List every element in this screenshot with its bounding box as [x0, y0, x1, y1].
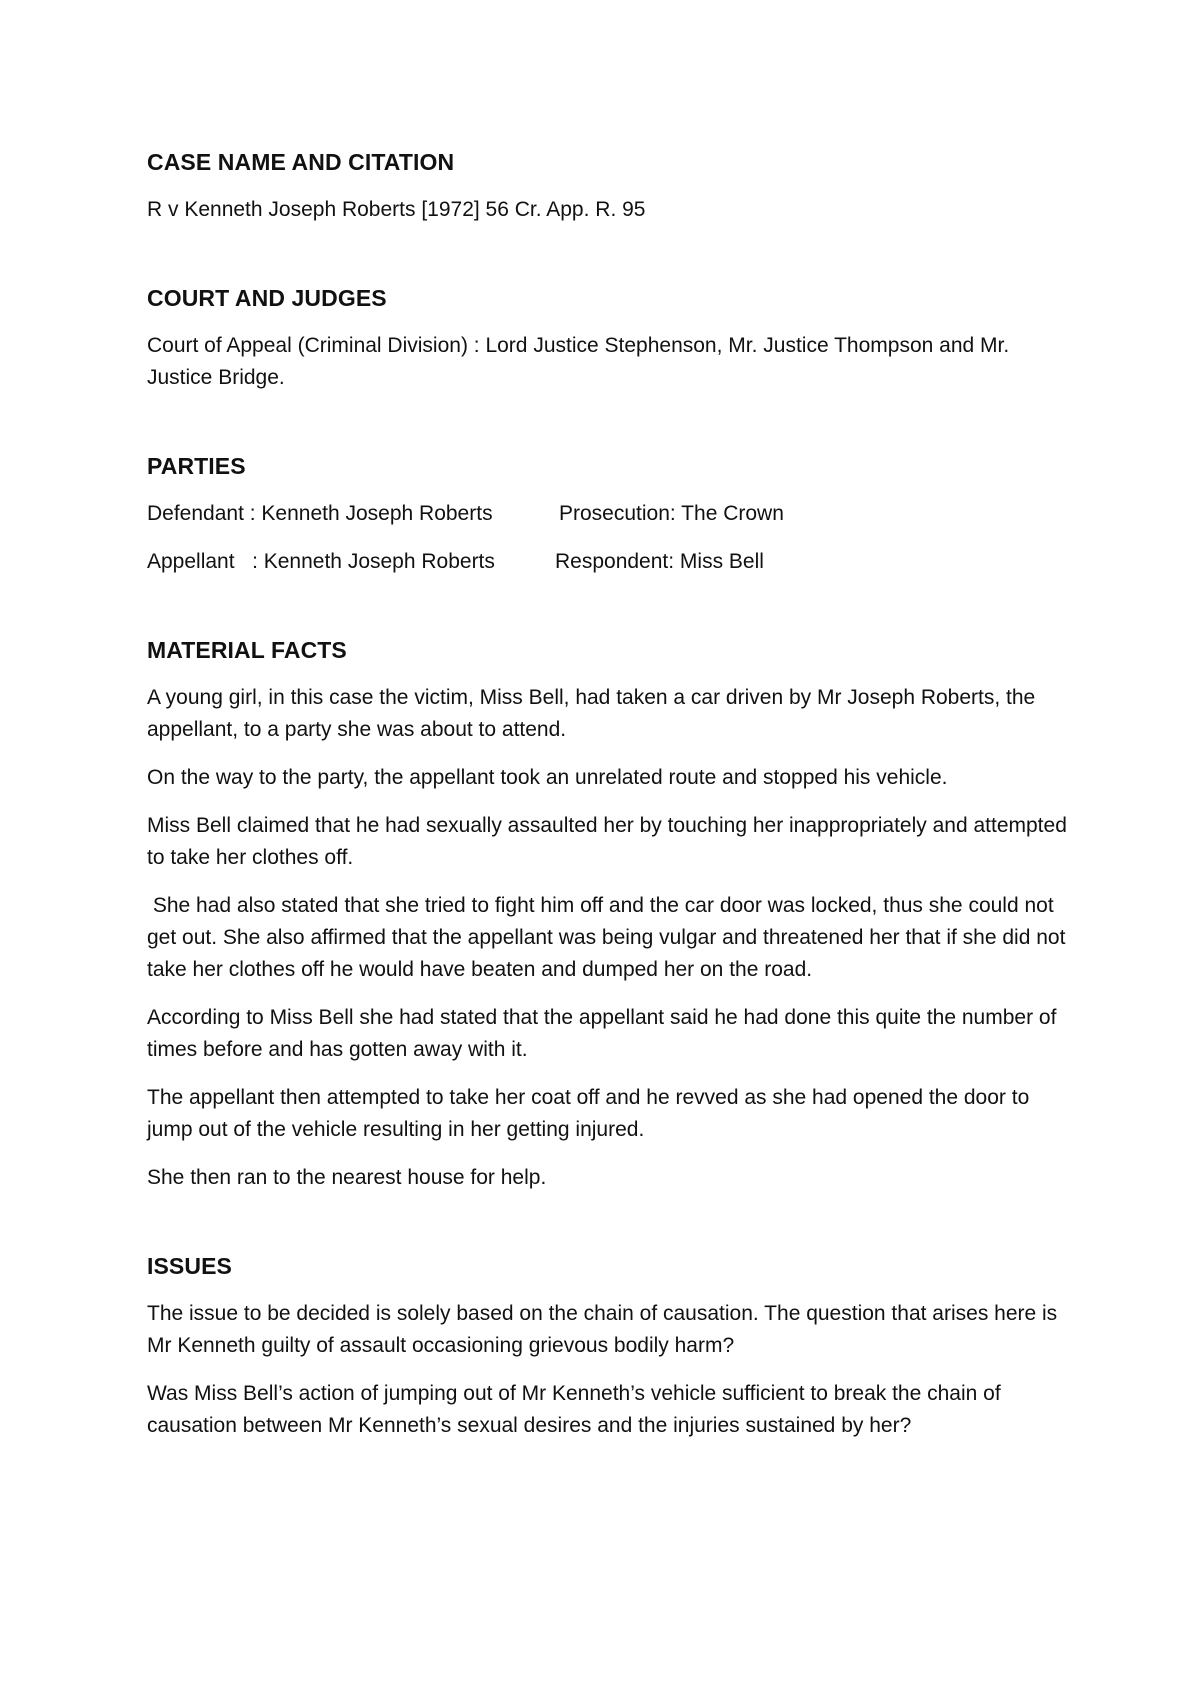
- facts-paragraph: Miss Bell claimed that he had sexually assaulted her by touching her inappropriately and attempted to take her clothes off.: [147, 814, 1067, 869]
- court-text: Court of Appeal (Criminal Division) : Lord Justice Stephenson, Mr. Justice Thompson and Mr. Justice Bridge.: [147, 334, 1010, 389]
- facts-paragraph: According to Miss Bell she had stated that the appellant said he had done this quite the number of times before and has gotten away with it.: [147, 1006, 1057, 1061]
- parties-row-appellant: [147, 546, 1067, 578]
- citation-heading: CASE NAME AND CITATION: [147, 149, 455, 175]
- respondent-text: Respondent: Miss Bell: [555, 550, 764, 573]
- section-gap: [147, 410, 1067, 450]
- issues-heading: ISSUES: [147, 1253, 232, 1279]
- defendant-text: Defendant : Kenneth Joseph Roberts: [147, 502, 493, 525]
- court-section: [147, 282, 1067, 394]
- appellant-text: Appellant : Kenneth Joseph Roberts: [147, 550, 495, 573]
- section-gap: [147, 242, 1067, 282]
- facts-paragraph: She then ran to the nearest house for help.: [147, 1166, 547, 1189]
- facts-paragraph: On the way to the party, the appellant took an unrelated route and stopped his vehicle.: [147, 766, 948, 789]
- facts-paragraph: She had also stated that she tried to fight him off and the car door was locked, thus she could not get out. She also affirmed that the appellant was being vulgar and threatened her that if she did not take her clothes off he would have beaten and dumped her on the road.: [147, 894, 1072, 981]
- issues-paragraph: Was Miss Bell’s action of jumping out of Mr Kenneth’s vehicle sufficient to break the chain of causation between Mr Kenneth’s sexual desires and the injuries sustained by her?: [147, 1382, 1001, 1437]
- section-gap: [147, 1210, 1067, 1250]
- facts-heading: MATERIAL FACTS: [147, 637, 347, 663]
- parties-section: [147, 450, 1067, 578]
- facts-section: [147, 634, 1072, 1194]
- prosecution-text: Prosecution: The Crown: [559, 502, 784, 525]
- issues-paragraph: The issue to be decided is solely based on the chain of causation. The question that arises here is Mr Kenneth guilty of assault occasioning grievous bodily harm?: [147, 1302, 1058, 1357]
- section-gap: [147, 594, 1067, 634]
- parties-heading: PARTIES: [147, 453, 246, 479]
- issues-section: [147, 1250, 1067, 1442]
- facts-paragraph: A young girl, in this case the victim, Miss Bell, had taken a car driven by Mr Joseph Roberts, the appellant, to a party she was about to attend.: [147, 686, 1036, 741]
- document-page: [147, 146, 1072, 1458]
- court-heading: COURT AND JUDGES: [147, 285, 387, 311]
- citation-text: R v Kenneth Joseph Roberts [1972] 56 Cr. App. R. 95: [147, 198, 646, 221]
- citation-section: [147, 146, 1067, 226]
- facts-paragraph: The appellant then attempted to take her coat off and he revved as she had opened the door to jump out of the vehicle resulting in her getting injured.: [147, 1086, 1030, 1141]
- parties-row-defendant: [147, 498, 1067, 530]
